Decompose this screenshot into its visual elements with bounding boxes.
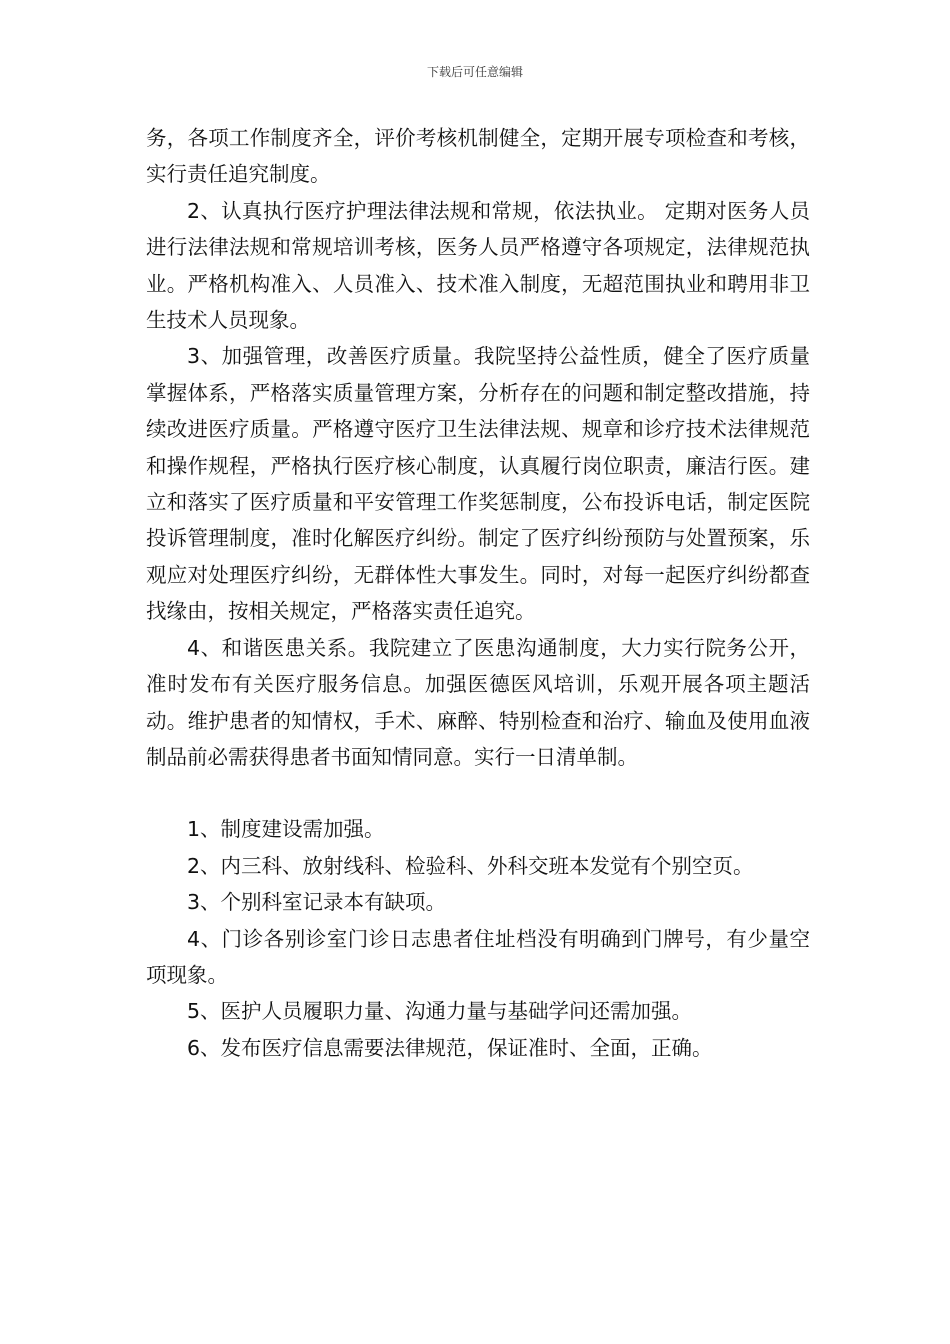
issue-item-2: 2、内三科、放射线科、检验科、外科交班本发觉有个别空页。 [187,853,754,878]
page-header: 下载后可任意编辑 [426,65,523,79]
issue-item-1: 1、制度建设需加强。 [187,817,385,842]
paragraph-continuation: 务，各项工作制度齐全，评价考核机制健全，定期开展专项检查和考核，实行责任追究制度。 [146,126,810,187]
document-body [146,120,810,1066]
issue-item-6: 6、发布医疗信息需要法律规范，保证准时、全面，正确。 [187,1035,713,1060]
paragraph-item-3: 3、加强管理，改善医疗质量。我院坚持公益性质，健全了医疗质量掌握体系，严格落实质量管理方案，分析存在的问题和制定整改措施，持续改进医疗质量。严格遵守医疗卫生法律法规、规章和诊疗技术法律规范和操作规程，严格执行医疗核心制度，认真履行岗位职责，廉洁行医。建立和落实了医疗质量和平安管理工作奖惩制度，公布投诉电话，制定医院投诉管理制度，准时化解医疗纠纷。制定了医疗纠纷预防与处置预案，乐观应对处理医疗纠纷，无群体性大事发生。同时，对每一起医疗纠纷都查找缘由，按相关规定，严格落实责任追究。 [146,344,810,624]
paragraph-item-4: 4、和谐医患关系。我院建立了医患沟通制度，大力实行院务公开，准时发布有关医疗服务信息。加强医德医风培训，乐观开展各项主题活动。维护患者的知情权，手术、麻醉、特别检查和治疗、输血及使用血液制品前必需获得患者书面知情同意。实行一日清单制。 [146,635,810,769]
paragraph-item-2: 2、认真执行医疗护理法律法规和常规，依法执业。 定期对医务人员进行法律法规和常规培训考核，医务人员严格遵守各项规定，法律规范执业。严格机构准入、人员准入、技术准入制度，无超范围执业和聘用非卫生技术人员现象。 [146,198,810,333]
issue-item-5: 5、医护人员履职力量、沟通力量与基础学问还需加强。 [187,999,693,1024]
issue-item-4: 4、门诊各别诊室门诊日志患者住址档没有明确到门牌号，有少量空项现象。 [146,926,810,987]
section-gap [146,775,810,811]
issue-item-3: 3、个别科室记录本有缺项。 [187,890,447,915]
